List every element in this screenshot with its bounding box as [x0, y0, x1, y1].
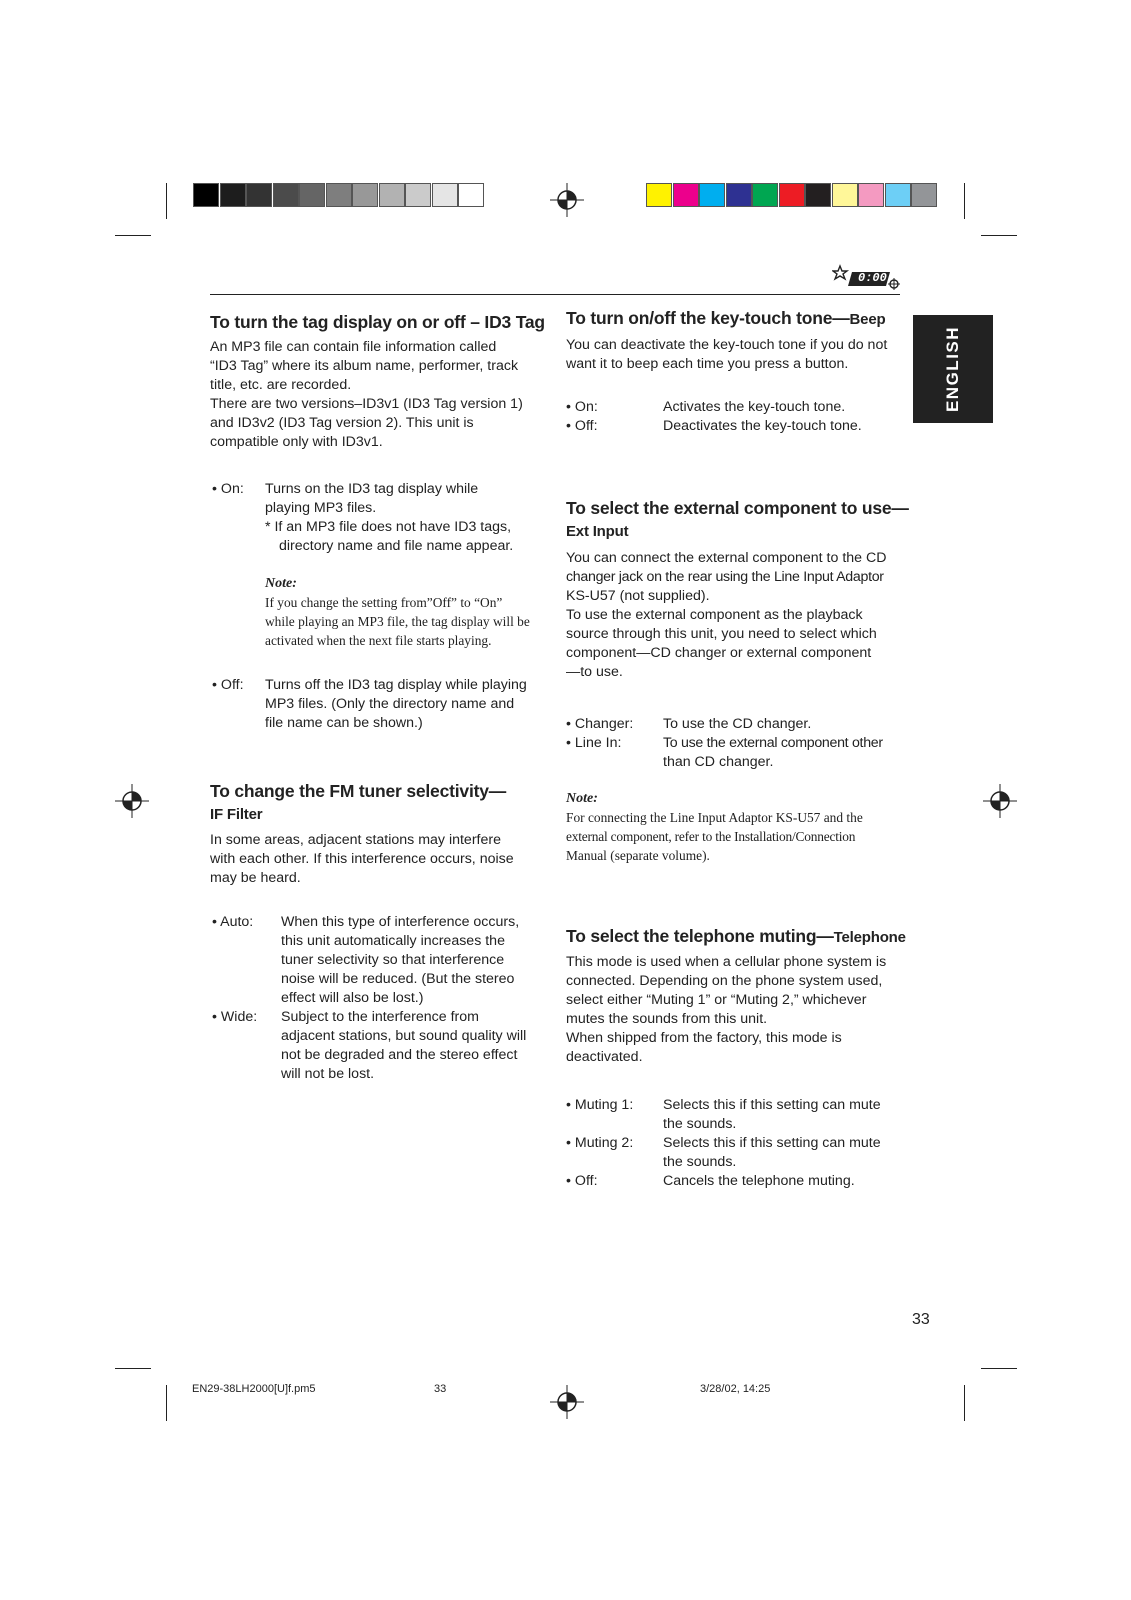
option-id3-on	[210, 480, 555, 554]
color-swatch	[405, 183, 431, 207]
note-title: Note:	[566, 791, 598, 806]
option-ext-changer	[566, 715, 906, 734]
note-line: For connecting the Line Input Adaptor KS-U57 and the	[566, 810, 863, 825]
clock-text: 0:00	[858, 271, 887, 285]
note-title: Note:	[265, 576, 297, 591]
color-swatch	[699, 183, 725, 207]
crop-mark	[981, 1368, 1017, 1369]
option-text: To use the external component other	[663, 735, 883, 751]
body-line: changer jack on the rear using the Line Input Adaptor	[566, 569, 884, 585]
color-swatch	[379, 183, 405, 207]
option-text: not be degraded and the stereo effect	[281, 1047, 518, 1063]
registration-mark-icon	[983, 784, 1017, 818]
color-swatch	[805, 183, 831, 207]
option-text: noise will be reduced. (But the stereo	[281, 971, 515, 987]
body-line: want it to beep each time you press a button.	[566, 356, 849, 372]
option-text: Selects this if this setting can mute	[663, 1135, 881, 1151]
section-body-beep	[566, 336, 906, 374]
option-ext-linein	[566, 734, 906, 772]
color-swatch	[858, 183, 884, 207]
body-line: connected. Depending on the phone system used,	[566, 973, 883, 989]
option-text: this unit automatically increases the	[281, 933, 505, 949]
option-label: • On:	[566, 399, 598, 415]
body-line: This mode is used when a cellular phone system is	[566, 954, 887, 970]
body-line: You can deactivate the key-touch tone if you do not	[566, 337, 888, 353]
body-line: with each other. If this interference occurs, noise	[210, 851, 514, 867]
color-swatch	[673, 183, 699, 207]
section-title-if-filter	[210, 780, 506, 826]
option-text: Turns on the ID3 tag display while	[265, 481, 479, 497]
option-label: • Auto:	[212, 914, 254, 930]
option-beep-on	[566, 398, 906, 417]
body-line: You can connect the external component to the CD	[566, 550, 887, 566]
note-line: activated when the next file starts playing.	[265, 633, 492, 648]
option-text: file name can be shown.)	[265, 715, 423, 731]
body-line: may be heard.	[210, 870, 301, 886]
option-text: Turns off the ID3 tag display while playing	[265, 677, 527, 693]
option-text: the sounds.	[663, 1116, 737, 1132]
option-beep-off	[566, 417, 906, 436]
footer-file: EN29-38LH2000[U]f.pm5	[192, 1383, 316, 1395]
section-body-if-filter	[210, 831, 555, 888]
option-footnote: directory name and file name appear.	[279, 538, 514, 554]
option-text: Deactivates the key-touch tone.	[663, 418, 862, 434]
option-text: Selects this if this setting can mute	[663, 1097, 881, 1113]
title-subtitle: Beep	[849, 311, 886, 328]
body-line: compatible only with ID3v1.	[210, 434, 383, 450]
title-subtitle: Ext Input	[566, 523, 629, 540]
color-swatch	[352, 183, 378, 207]
note-line: Manual (separate volume).	[566, 848, 710, 863]
crop-mark	[115, 235, 151, 236]
section-title-telephone	[566, 925, 906, 949]
color-swatch	[885, 183, 911, 207]
color-swatch	[273, 183, 299, 207]
color-swatch	[752, 183, 778, 207]
option-text: the sounds.	[663, 1154, 737, 1170]
option-text: will not be lost.	[281, 1066, 375, 1082]
body-line: mutes the sounds from this unit.	[566, 1011, 768, 1027]
crop-mark	[981, 235, 1017, 236]
section-title-id3: To turn the tag display on or off – ID3 Tag	[210, 312, 545, 332]
body-line: To use the external component as the playback	[566, 607, 863, 623]
note-line: If you change the setting from”Off” to “On”	[265, 595, 503, 610]
option-label: • Off:	[212, 677, 244, 693]
option-text: MP3 files. (Only the directory name and	[265, 696, 515, 712]
body-line: component—CD changer or external component	[566, 645, 872, 661]
footer-date: 3/28/02, 14:25	[700, 1383, 771, 1395]
section-title-ext-input	[566, 497, 909, 543]
body-line: and ID3v2 (ID3 Tag version 2). This unit is	[210, 415, 474, 431]
option-text: Cancels the telephone muting.	[663, 1173, 855, 1189]
registration-mark-icon	[115, 784, 149, 818]
page-number: 33	[912, 1311, 930, 1328]
option-label: • Off:	[566, 418, 598, 434]
body-line: An MP3 file can contain file information called	[210, 339, 497, 355]
clock-display-icon	[832, 264, 902, 290]
option-text: effect will also be lost.)	[281, 990, 424, 1006]
note-id3	[265, 574, 555, 650]
title-subtitle: IF Filter	[210, 806, 263, 823]
body-line: When shipped from the factory, this mode is	[566, 1030, 842, 1046]
option-text: When this type of interference occurs,	[281, 914, 520, 930]
color-swatch	[726, 183, 752, 207]
color-swatch	[432, 183, 458, 207]
color-swatch	[299, 183, 325, 207]
option-text: than CD changer.	[663, 754, 774, 770]
color-swatch	[779, 183, 805, 207]
title-text: To select the telephone muting—	[566, 926, 834, 946]
option-tel-muting2	[566, 1134, 906, 1172]
title-text: To change the FM tuner selectivity—	[210, 781, 507, 801]
section-body-id3	[210, 338, 550, 452]
crop-mark	[166, 1385, 167, 1421]
language-tab-label: ENGLISH	[943, 325, 962, 413]
body-line: title, etc. are recorded.	[210, 377, 352, 393]
option-text: Subject to the interference from	[281, 1009, 479, 1025]
option-label: • Muting 1:	[566, 1097, 634, 1113]
option-footnote: * If an MP3 file does not have ID3 tags,	[265, 519, 512, 535]
note-ext-input	[566, 789, 911, 865]
section-title-beep	[566, 307, 885, 331]
section-body-ext-input	[566, 549, 906, 682]
title-subtitle: Telephone	[833, 929, 906, 946]
option-label: • Changer:	[566, 716, 634, 732]
option-text: Activates the key-touch tone.	[663, 399, 846, 415]
color-swatch	[832, 183, 858, 207]
header-rule	[210, 294, 900, 295]
language-tab	[913, 315, 993, 423]
option-text: To use the CD changer.	[663, 716, 812, 732]
crop-mark	[166, 183, 167, 219]
color-swatch	[246, 183, 272, 207]
option-label: • Off:	[566, 1173, 598, 1189]
crop-mark	[964, 1385, 965, 1421]
body-line: deactivated.	[566, 1049, 643, 1065]
title-text: To select the external component to use—	[566, 498, 909, 518]
registration-mark-icon	[550, 1385, 584, 1419]
section-body-telephone	[566, 953, 906, 1067]
body-line: “ID3 Tag” where its album name, performer, track	[210, 358, 519, 374]
option-id3-off	[210, 676, 555, 736]
color-swatch	[193, 183, 219, 207]
body-line: There are two versions–ID3v1 (ID3 Tag version 1)	[210, 396, 523, 412]
body-line: —to use.	[566, 664, 623, 680]
option-tel-off	[566, 1172, 906, 1191]
note-line: while playing an MP3 file, the tag display will be	[265, 614, 530, 629]
option-text: tuner selectivity so that interference	[281, 952, 505, 968]
body-line: KS-U57 (not supplied).	[566, 588, 710, 604]
option-label: • On:	[212, 481, 244, 497]
option-if-auto	[210, 913, 555, 1008]
option-tel-muting1	[566, 1096, 906, 1134]
option-text: adjacent stations, but sound quality will	[281, 1028, 527, 1044]
crop-mark	[964, 183, 965, 219]
registration-mark-icon	[550, 183, 584, 217]
title-text: To turn on/off the key-touch tone—	[566, 308, 850, 328]
color-swatch	[646, 183, 672, 207]
color-swatch	[911, 183, 937, 207]
option-text: playing MP3 files.	[265, 500, 377, 516]
option-label: • Line In:	[566, 735, 622, 751]
crop-mark	[115, 1368, 151, 1369]
note-line: external component, refer to the Installation/Connection	[566, 829, 856, 844]
body-line: In some areas, adjacent stations may interfere	[210, 832, 501, 848]
option-label: • Wide:	[212, 1009, 258, 1025]
option-label: • Muting 2:	[566, 1135, 634, 1151]
footer-page: 33	[434, 1383, 447, 1395]
color-swatch	[458, 183, 484, 207]
option-if-wide	[210, 1008, 555, 1084]
body-line: source through this unit, you need to select which	[566, 626, 877, 642]
color-swatch	[326, 183, 352, 207]
body-line: select either “Muting 1” or “Muting 2,” whichever	[566, 992, 867, 1008]
color-swatch	[220, 183, 246, 207]
